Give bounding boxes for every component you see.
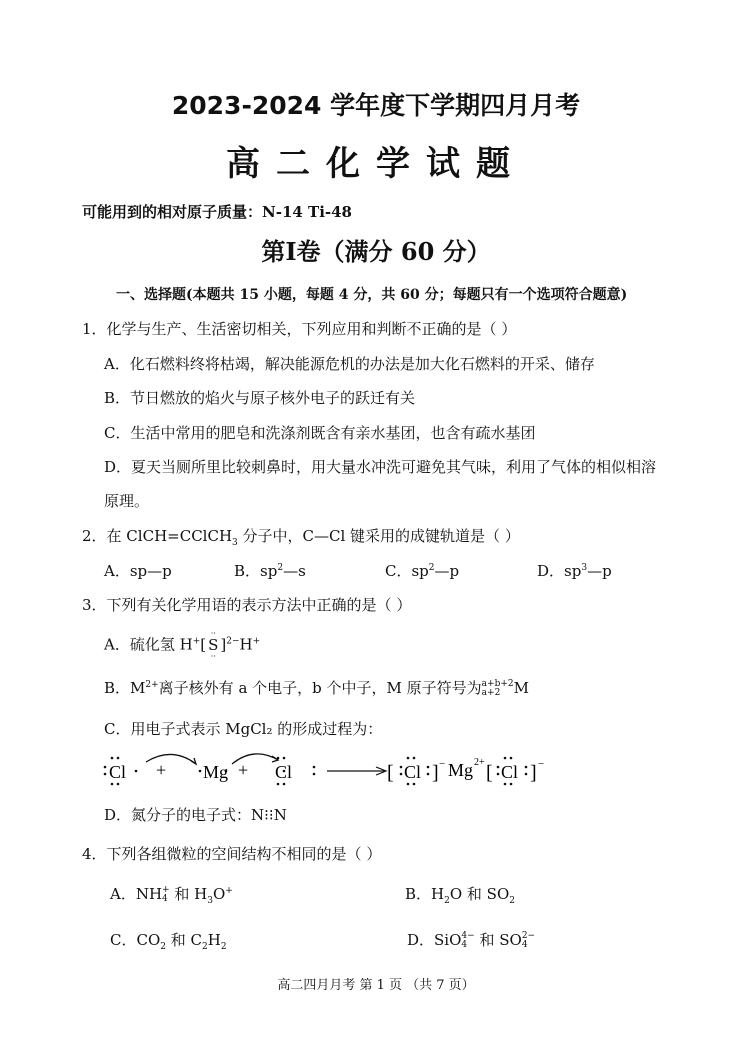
question-2-option-d <box>537 560 612 581</box>
q3-a-bracket-left: [ <box>200 635 207 654</box>
q3-b-num: a+2 <box>481 688 501 698</box>
equation-drawing <box>102 752 562 792</box>
q2-d-pre: D．sp <box>537 562 582 580</box>
question-3-option-d: D．氮分子的电子式：N⁝⁝N <box>104 806 287 824</box>
q4-c-sub: 2 <box>160 942 166 952</box>
nuclide-notation <box>482 680 514 698</box>
question-3-option-b <box>104 677 529 698</box>
q3-a-bracket-right: ] <box>220 635 227 654</box>
q4-c-post: H <box>207 931 221 949</box>
q4-a-sub: 4 <box>162 894 168 904</box>
question-2-stem <box>82 525 520 546</box>
eq-minus-2: − <box>538 758 545 770</box>
q3-b-sup: 2+ <box>145 680 159 690</box>
q2-stem-post: 分子中，C—Cl 键采用的成键轨道是（ ） <box>237 527 520 545</box>
q4-d-sub2: 4 <box>521 940 528 950</box>
q4-a-sub2: 3 <box>207 896 213 906</box>
q4-d-charge2: 2− <box>521 931 536 941</box>
question-2-option-c <box>385 560 459 581</box>
question-3-option-c: C．用电子式表示 MgCl₂ 的形成过程为： <box>104 720 383 738</box>
question-1-option-a: A．化石燃料终将枯竭，解决能源危机的办法是加大化石燃料的开采、储存 <box>104 355 595 373</box>
q4-d-sub: 4 <box>461 940 468 950</box>
question-1-option-b: B．节日燃放的焰火与原子核外电子的跃迁有关 <box>104 389 416 407</box>
mgcl2-formation-equation <box>102 752 562 792</box>
q4-b-mid: O 和 SO <box>449 885 510 903</box>
q3-a-plus2: + <box>252 636 261 647</box>
q4-a-pre: A．NH <box>110 885 163 903</box>
q3-b-mid: 离子核外有 a 个电子，b 个中子，M 原子符号为 <box>158 679 482 697</box>
question-2-option-a: A．sp—p <box>104 562 172 580</box>
q2-b-sup: 2 <box>277 563 284 573</box>
eq-prod-cl-1: Cl <box>404 762 422 782</box>
q2-d-sup: 3 <box>581 563 588 573</box>
q4-a-post: O <box>212 885 226 903</box>
eq-cl-2: Cl <box>275 762 293 782</box>
subject-title: 高二化学试题 <box>226 144 526 184</box>
q4-c-pre: C．CO <box>110 931 161 949</box>
eq-bracket-1r: ] <box>432 762 439 784</box>
q4-b-sub2: 2 <box>509 896 515 906</box>
q4-a-plus: + <box>225 886 233 896</box>
atomic-masses: 可能用到的相对原子质量：N-14 Ti-48 <box>82 203 352 221</box>
q2-stem-sub: 3 <box>232 538 238 548</box>
question-4-option-b <box>405 883 515 904</box>
eq-prod-cl-2: Cl <box>501 762 519 782</box>
sulfur-electron-dots: ·· S ·· <box>208 629 219 661</box>
volume-title: 第Ⅰ卷（满分 60 分） <box>261 237 491 266</box>
question-2-option-b <box>234 560 306 581</box>
q3-a-sulfur: S <box>208 636 219 654</box>
eq-mg: Mg <box>203 762 229 782</box>
page-footer: 高二四月月考 第 1 页 （共 7 页） <box>277 978 475 993</box>
section-title: 一、选择题(本题共 15 小题，每题 4 分，共 60 分；每题只有一个选项符合题意) <box>116 287 628 303</box>
q4-d-mid: 和 SO <box>474 931 522 949</box>
q4-c-sub2: 2 <box>202 942 208 952</box>
q3-b-symbol: M <box>513 679 529 697</box>
q2-c-sup: 2 <box>428 563 435 573</box>
eq-plus-2: + <box>238 760 249 780</box>
question-1-option-c: C．生活中常用的肥皂和洗涤剂既含有亲水基团，也含有疏水基团 <box>104 424 536 442</box>
eq-cl-1: Cl <box>109 762 127 782</box>
eq-prod-mg: Mg <box>448 760 474 780</box>
q4-b-sub: 2 <box>444 896 450 906</box>
exam-title: 2023-2024 学年度下学期四月月考 <box>171 91 581 120</box>
eq-bracket-2r: ] <box>530 762 537 784</box>
q4-c-mid: 和 C <box>166 931 203 949</box>
eq-mg-charge: 2+ <box>474 757 485 768</box>
q4-d-charge: 4− <box>461 931 475 941</box>
q3-b-mass: a+b+2 <box>481 679 514 689</box>
eq-bracket-1l: [ <box>387 762 394 784</box>
q3-a-h: H <box>239 635 253 654</box>
question-4-stem: 4．下列各组微粒的空间结构不相同的是（ ） <box>82 845 382 863</box>
q4-d-ion-stack-2 <box>522 932 535 950</box>
question-3-option-a <box>104 630 260 661</box>
question-1-option-d: D．夏天当厕所里比较刺鼻时，用大量水冲洗可避免其气味，利用了气体的相似相溶 <box>104 458 657 476</box>
q3-a-charge: 2− <box>226 636 240 647</box>
eq-bracket-2l: [ <box>486 762 493 784</box>
q2-c-pre: C．sp <box>385 562 429 580</box>
question-1-stem: 1．化学与生产、生活密切相关，下列应用和判断不正确的是（ ） <box>82 320 517 338</box>
question-1-option-d-cont: 原理。 <box>104 492 150 510</box>
q2-c-post: —p <box>434 562 460 580</box>
q4-a-ion-stack <box>162 886 170 904</box>
q4-d-ion-stack <box>461 932 474 950</box>
eq-minus-1: − <box>439 758 446 770</box>
q3-a-plus: + <box>192 636 201 647</box>
q2-d-post: —p <box>587 562 612 580</box>
q4-a-mid: 和 H <box>169 885 208 903</box>
q4-b-pre: B．H <box>405 885 445 903</box>
q2-b-pre: B．sp <box>234 562 278 580</box>
question-3-stem: 3．下列有关化学用语的表示方法中正确的是（ ） <box>82 596 412 614</box>
question-4-option-c <box>110 929 227 950</box>
q2-stem-pre: 2．在 ClCH=CClCH <box>82 527 233 545</box>
q3-a-pre: A．硫化氢 H <box>104 635 193 654</box>
eq-plus-1: + <box>156 760 167 780</box>
q4-a-charge: + <box>162 885 170 895</box>
q4-c-sub3: 2 <box>220 942 227 952</box>
q3-b-pre: B．M <box>104 679 146 697</box>
q4-d-pre: D．SiO <box>407 931 462 949</box>
question-4-option-a <box>110 883 233 904</box>
q2-b-post: —s <box>283 562 306 580</box>
question-4-option-d <box>407 929 535 950</box>
